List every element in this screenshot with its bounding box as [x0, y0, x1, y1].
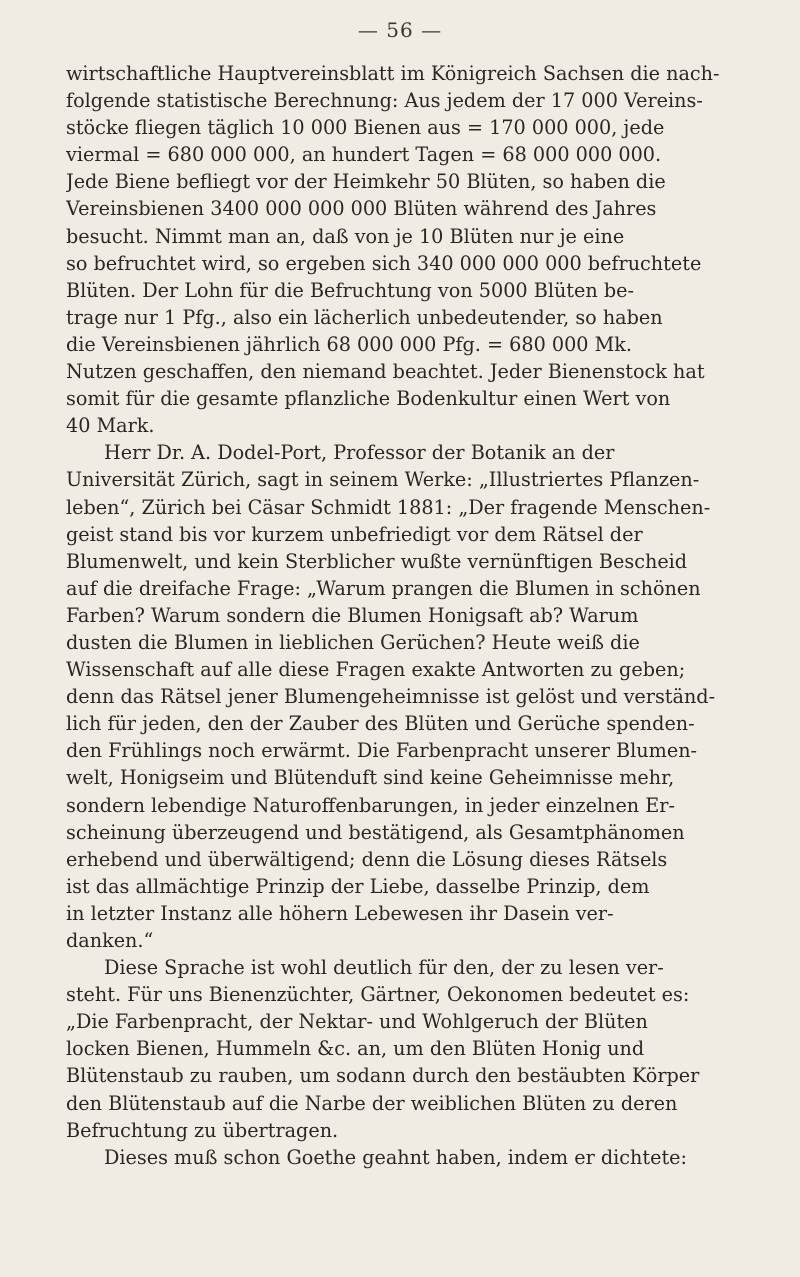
paragraph-dodel-port-quote — [66, 439, 746, 954]
text-line: den Blütenstaub auf die Narbe der weiblichen Blüten zu deren — [66, 1091, 678, 1115]
text-line: leben“, Zürich bei Cäsar Schmidt 1881: „Der fragende Menschen- — [66, 495, 711, 519]
text-line: Nutzen geschaffen, den niemand beachtet. Jeder Bienenstock hat — [66, 360, 705, 384]
text-line: so befruchtet wird, so ergeben sich 340 000 000 000 befruchtete — [66, 251, 702, 275]
text-line: lich für jeden, den der Zauber des Blüten und Gerüche spenden- — [66, 712, 695, 736]
text-line: geist stand bis vor kurzem unbefriedigt vor dem Rätsel der — [66, 522, 643, 546]
text-line: viermal = 680 000 000, an hundert Tagen = 68 000 000 000. — [66, 143, 662, 167]
text-line: wirtschaftliche Hauptvereinsblatt im Königreich Sachsen die nach- — [66, 62, 720, 85]
text-line: ist das allmächtige Prinzip der Liebe, dasselbe Prinzip, dem — [66, 874, 650, 898]
text-line: den Frühlings noch erwärmt. Die Farbenpracht unserer Blumen- — [66, 739, 698, 763]
text-line: besucht. Nimmt man an, daß von je 10 Blüten nur je eine — [66, 224, 625, 248]
text-line: somit für die gesamte pflanzliche Bodenkultur einen Wert von — [66, 387, 671, 411]
text-line: 40 Mark. — [66, 414, 155, 438]
text-line: Wissenschaft auf alle diese Fragen exakte Antworten zu geben; — [66, 658, 686, 682]
text-line: in letzter Instanz alle höhern Lebewesen ihr Dasein ver- — [66, 901, 614, 925]
paragraph-interpretation — [66, 954, 746, 1144]
paragraph-goethe — [66, 1144, 746, 1171]
text-line: danken.“ — [66, 929, 154, 952]
text-line: Dieses muß schon Goethe geahnt haben, indem er dichtete: — [104, 1145, 687, 1169]
text-line: Blüten. Der Lohn für die Befruchtung von 5000 Blüten be- — [66, 278, 634, 302]
text-line: sondern lebendige Naturoffenbarungen, in jeder einzelnen Er- — [66, 793, 675, 817]
text-line: scheinung überzeugend und bestätigend, als Gesamtphänomen — [66, 820, 685, 844]
text-line: erhebend und überwältigend; denn die Lösung dieses Rätsels — [66, 847, 668, 871]
text-line: trage nur 1 Pfg., also ein lächerlich unbedeutender, so haben — [66, 305, 663, 329]
text-line: locken Bienen, Hummeln &c. an, um den Blüten Honig und — [66, 1037, 645, 1061]
text-line: denn das Rätsel jener Blumengeheimnisse ist gelöst und verständ- — [66, 685, 716, 709]
paragraph-statistics — [66, 60, 746, 439]
text-line: Blumenwelt, und kein Sterblicher wußte vernünftigen Bescheid — [66, 549, 688, 573]
text-line: Vereinsbienen 3400 000 000 000 Blüten während des Jahres — [66, 197, 657, 221]
text-line: Blütenstaub zu rauben, um sodann durch den bestäubten Körper — [66, 1064, 700, 1088]
text-line: welt, Honigseim und Blütenduft sind keine Geheimnisse mehr, — [66, 766, 675, 790]
body-text — [66, 60, 746, 1171]
text-line: Befruchtung zu übertragen. — [66, 1118, 339, 1142]
text-line: Diese Sprache ist wohl deutlich für den, der zu lesen ver- — [104, 956, 664, 980]
text-line: auf die dreifache Frage: „Warum prangen die Blumen in schönen — [66, 576, 701, 600]
text-line: Herr Dr. A. Dodel-Port, Professor der Botanik an der — [104, 441, 615, 465]
text-line: Farben? Warum sondern die Blumen Honigsaft ab? Warum — [66, 603, 639, 627]
text-line: Jede Biene befliegt vor der Heimkehr 50 Blüten, so haben die — [66, 170, 666, 194]
text-line: folgende statistische Berechnung: Aus jedem der 17 000 Vereins- — [66, 89, 703, 113]
text-line: Universität Zürich, sagt in seinem Werke: „Illustriertes Pflanzen- — [66, 468, 700, 492]
page-number: — 56 — — [357, 18, 443, 42]
text-line: steht. Für uns Bienenzüchter, Gärtner, Oekonomen bedeutet es: — [66, 983, 690, 1007]
text-line: dusten die Blumen in lieblichen Gerüchen? Heute weiß die — [66, 630, 640, 654]
text-line: „Die Farbenpracht, der Nektar- und Wohlgeruch der Blüten — [66, 1010, 648, 1034]
text-line: stöcke fliegen täglich 10 000 Bienen aus = 170 000 000, jede — [66, 116, 665, 140]
text-line: die Vereinsbienen jährlich 68 000 000 Pfg. = 680 000 Mk. — [66, 332, 632, 356]
